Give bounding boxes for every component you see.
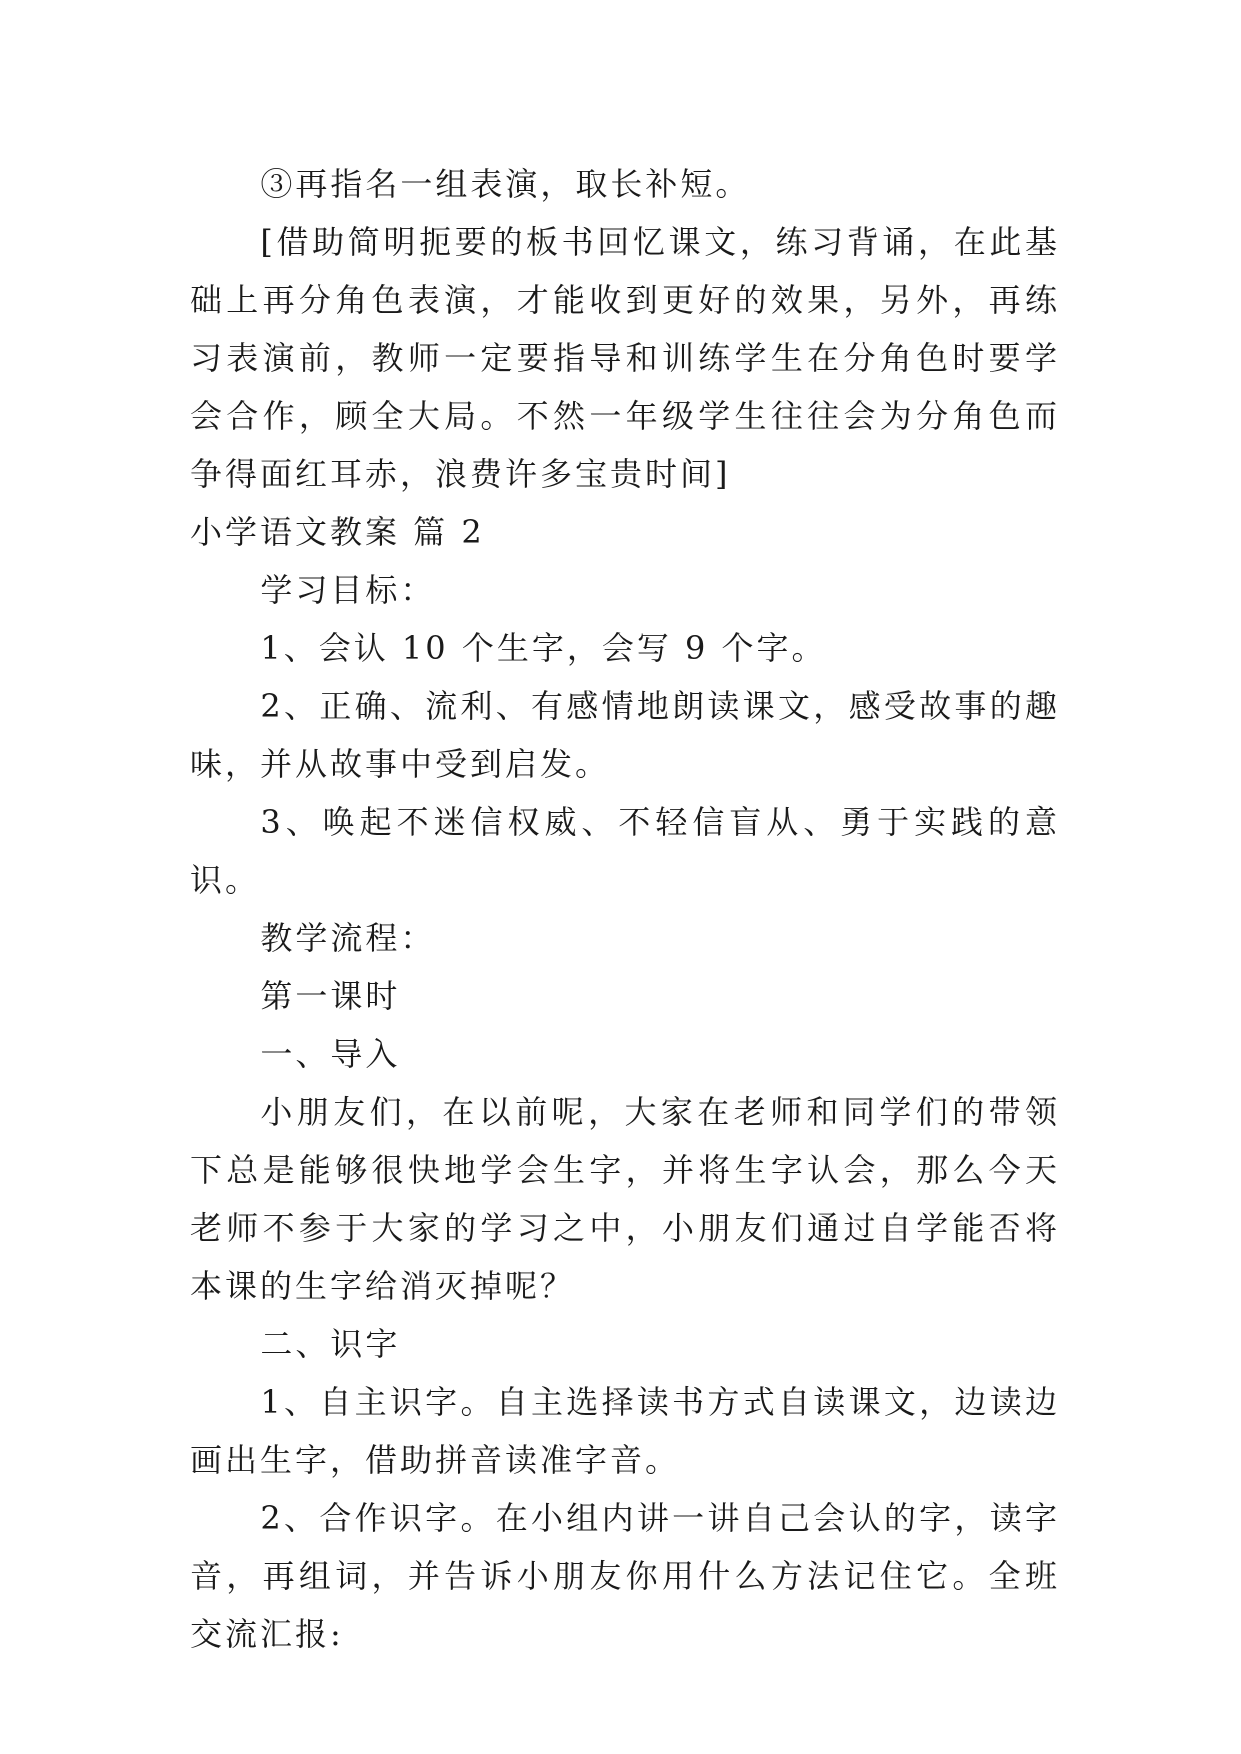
paragraph-goal-2: 2、正确、流利、有感情地朗读课文，感受故事的趣味，并从故事中受到启发。 xyxy=(190,687,1060,783)
paragraph-learning-goals-title: 学习目标： xyxy=(260,571,436,609)
paragraph-goal-3: 3、唤起不迷信权威、不轻信盲从、勇于实践的意识。 xyxy=(190,803,1060,899)
section-heading: 小学语文教案 篇 2 xyxy=(190,513,485,551)
paragraph-step-3: ③再指名一组表演，取长补短。 xyxy=(260,165,751,203)
paragraph-teaching-process-title: 教学流程： xyxy=(260,919,436,957)
document-body xyxy=(190,155,1060,1663)
paragraph-teaching-note: [借助简明扼要的板书回忆课文，练习背诵，在此基础上再分角色表演，才能收到更好的效果，另外，再练习表演前，教师一定要指导和训练学生在分角色时要学会合作，顾全大局。不然一年级学生往往会为分角色而争得面红耳赤，浪费许多宝贵时间] xyxy=(190,223,1060,493)
paragraph-intro-title: 一、导入 xyxy=(260,1035,401,1073)
paragraph-goal-1: 1、会认 10 个生字，会写 9 个字。 xyxy=(260,629,827,667)
paragraph-literacy-1: 1、自主识字。自主选择读书方式自读课文，边读边画出生字，借助拼音读准字音。 xyxy=(190,1383,1060,1479)
paragraph-literacy-title: 二、识字 xyxy=(260,1325,401,1363)
paragraph-first-lesson: 第一课时 xyxy=(260,977,401,1015)
paragraph-literacy-2: 2、合作识字。在小组内讲一讲自己会认的字，读字音，再组词，并告诉小朋友你用什么方法记住它。全班交流汇报: xyxy=(190,1499,1060,1653)
paragraph-intro-body: 小朋友们，在以前呢，大家在老师和同学们的带领下总是能够很快地学会生字，并将生字认会，那么今天老师不参于大家的学习之中，小朋友们通过自学能否将本课的生字给消灭掉呢？ xyxy=(190,1093,1060,1305)
